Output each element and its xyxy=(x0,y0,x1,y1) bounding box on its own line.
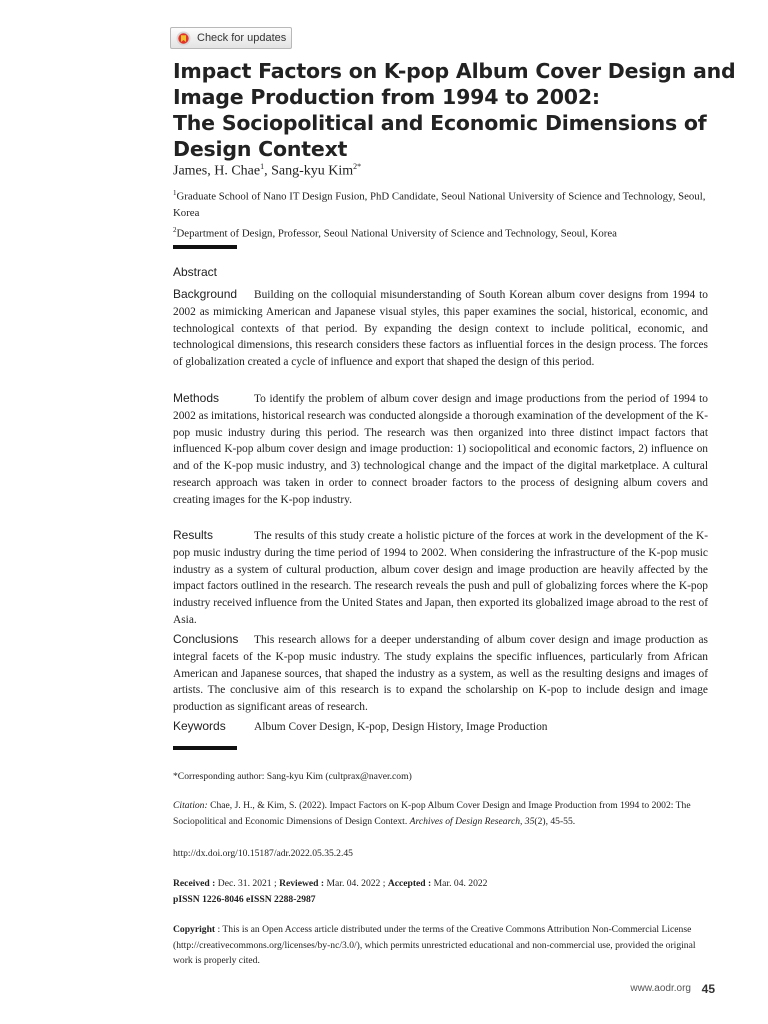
check-for-updates-label: Check for updates xyxy=(197,32,287,44)
received-label: Received : xyxy=(173,878,216,889)
affil-mark: 2 xyxy=(173,225,177,234)
author-separator: , xyxy=(264,163,272,179)
abstract-label: Methods xyxy=(173,391,220,405)
abstract-label: Conclusions xyxy=(173,632,239,646)
abstract-heading: Abstract xyxy=(173,265,218,279)
copyright-notice xyxy=(173,922,713,969)
abstract-text: This research allows for a deeper understanding of album cover design and image production as integral facets of the K-pop music industry. The study explains the specific influences, particularly from African American and Japanese sources, that shaped the industry as a system, as well as the resulting designs and images of artists. The conclusive aim of this research is to expand the scholarship on K-pop to include design and image production as significant areas of research. xyxy=(173,634,708,714)
issn: pISSN 1226-8046 eISSN 2288-2987 xyxy=(173,893,316,905)
title-line: The Sociopolitical and Economic Dimensions of xyxy=(173,111,707,135)
keywords-text: Album Cover Design, K-pop, Design History, Image Production xyxy=(254,721,548,733)
citation xyxy=(173,798,713,829)
citation-tail: (2), 45-55. xyxy=(534,815,576,827)
abstract-background xyxy=(173,286,708,371)
check-for-updates-button[interactable] xyxy=(170,27,292,49)
affil-text: Department of Design, Professor, Seoul National University of Science and Technology, Seoul, Korea xyxy=(176,227,617,240)
crossmark-icon xyxy=(176,31,191,46)
affiliation xyxy=(173,185,713,222)
citation-text: Chae, J. H., & Kim, S. (2022). Impact Factors on K-pop Album Cover Design and Image Production from 1994 to 2002: The Sociopolitical and Economic Dimensions of Design Context. xyxy=(173,800,691,827)
title-line: Image Production from 1994 to 2002: xyxy=(173,85,600,109)
author-name: Sang-kyu Kim xyxy=(271,163,354,179)
abstract-keywords xyxy=(173,718,708,736)
abstract-text: Building on the colloquial misunderstanding of South Korean album cover designs from 1994 to 2002 as mimicking American and Japanese visual styles, this paper examines the social, historical, economic, and technological contexts of that period. By expanding the design context to include political, economic, and technological dimensions, this research considers these factors as influential forces in the design process. The forces of globalization created a cycle of influence and export that shaped the design of this period. xyxy=(173,289,708,369)
accepted-date: Mar. 04. 2022 xyxy=(433,878,488,889)
copyright-text: : This is an Open Access article distributed under the terms of the Creative Commons Attribution Non-Commercial License (http://creativecommons.org/licenses/by-nc/3.0/), which permits unrestricted educational and non-commercial use, provided the original work is properly cited. xyxy=(173,924,696,966)
publication-dates xyxy=(173,876,713,907)
section-divider xyxy=(173,245,237,249)
received-date: Dec. 31. 2021 ; xyxy=(217,878,277,889)
reviewed-label: Reviewed : xyxy=(279,878,325,889)
citation-journal: Archives of Design Research, 35 xyxy=(409,815,535,827)
accepted-label: Accepted : xyxy=(387,878,432,889)
abstract-methods xyxy=(173,390,708,509)
author-list xyxy=(173,162,361,180)
title-line: Design Context xyxy=(173,137,348,161)
reviewed-date: Mar. 04. 2022 ; xyxy=(326,878,386,889)
author-affil-mark: 1 xyxy=(260,162,265,171)
section-divider xyxy=(173,746,237,750)
copyright-label: Copyright xyxy=(173,924,216,935)
abstract-label: Keywords xyxy=(173,719,226,733)
author-name: James, H. Chae xyxy=(173,163,261,179)
affil-mark: 1 xyxy=(173,189,177,197)
citation-label: Citation: xyxy=(173,800,208,811)
page-number: 45 xyxy=(701,982,715,996)
paper-title xyxy=(173,58,736,162)
abstract-text: To identify the problem of album cover design and image productions from the period of 1994 to 2002 as imitations, historical research was conducted alongside a thorough examination of the development of the K-pop music industry during this period. The research was then organized into three distinct impact factors that influenced K-pop album cover design and image production: 1) sociopolitical and economic factors, 2) influence on and of the K-pop music industry, and 3) technological change and the impact of the digital marketplace. A cultural research approach was taken in order to connect broader factors to the process of designing album covers and creating images for the K-pop industry. xyxy=(173,393,708,506)
affiliation xyxy=(173,222,713,242)
abstract-text: The results of this study create a holistic picture of the forces at work in the development of the K-pop music industry during the time period of 1994 to 2002. When considering the infrastructure of the K-pop music industry as a system of cultural production, album cover design and image production are heavily affected by the impact factors outlined in the research. The research reveals the push and pull of globalizing forces where the K-pop industry received influence from the United States and Japan, then exported its globalized image abroad to the rest of Asia. xyxy=(173,530,708,626)
affiliations xyxy=(173,185,713,242)
abstract-conclusions xyxy=(173,631,708,716)
title-line: Impact Factors on K-pop Album Cover Design and xyxy=(173,59,736,83)
abstract-label: Background xyxy=(173,287,238,301)
corresponding-author: *Corresponding author: Sang-kyu Kim (cultprax@naver.com) xyxy=(173,771,412,782)
abstract-results xyxy=(173,527,708,629)
affil-text: Graduate School of Nano IT Design Fusion, PhD Candidate, Seoul National University of Science and Technology, Seoul, Korea xyxy=(173,190,706,220)
doi-link[interactable]: http://dx.doi.org/10.15187/adr.2022.05.35.2.45 xyxy=(173,848,353,859)
journal-website[interactable]: www.aodr.org xyxy=(630,983,691,994)
abstract-label: Results xyxy=(173,528,214,542)
author-affil-mark: 2* xyxy=(353,162,362,171)
